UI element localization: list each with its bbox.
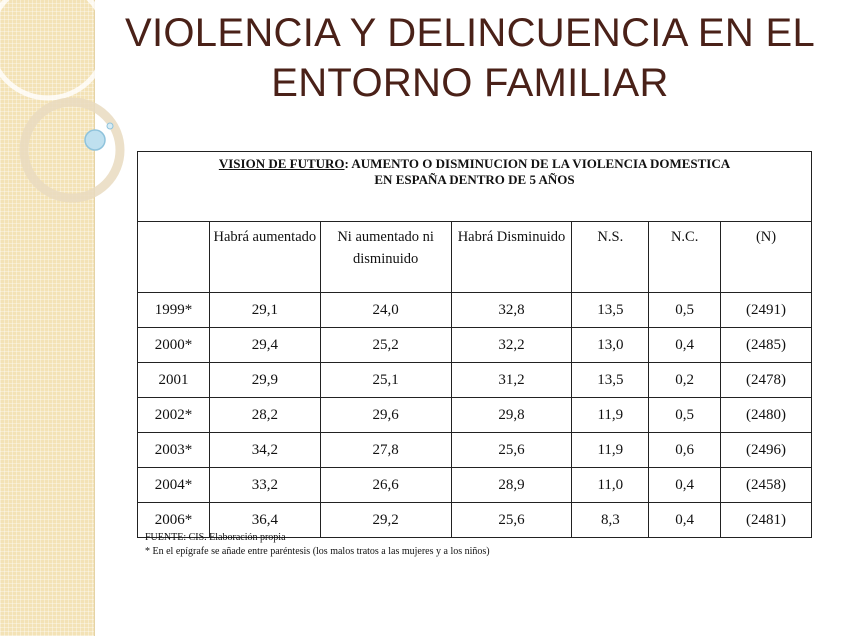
- table-caption-row: [138, 152, 812, 222]
- cell-ni-aumentado: 27,8: [320, 433, 451, 468]
- header-habra-aumentado: Habrá aumentado: [209, 222, 320, 293]
- caption-subheading: EN ESPAÑA DENTRO DE 5 AÑOS: [374, 172, 575, 187]
- cell-year: 2004*: [138, 468, 210, 503]
- table-row: [138, 468, 812, 503]
- cell-aumentado: 29,1: [209, 293, 320, 328]
- caption-heading-rest: : AUMENTO O DISMINUCION DE LA VIOLENCIA DOMESTICA: [344, 156, 731, 171]
- table-caption: [138, 152, 812, 222]
- cell-nc: 0,5: [649, 293, 721, 328]
- cell-nc: 0,4: [649, 468, 721, 503]
- cell-aumentado: 28,2: [209, 398, 320, 433]
- caption-heading-underlined: VISION DE FUTURO: [218, 156, 345, 171]
- cell-ns: 11,9: [572, 433, 649, 468]
- cell-ns: 13,5: [572, 293, 649, 328]
- cell-ni-aumentado: 24,0: [320, 293, 451, 328]
- cell-n: (2481): [721, 503, 812, 538]
- table-notes: [145, 531, 490, 559]
- table-header-row: [138, 222, 812, 293]
- cell-nc: 0,2: [649, 363, 721, 398]
- cell-year: 2002*: [138, 398, 210, 433]
- cell-ns: 11,0: [572, 468, 649, 503]
- cell-aumentado: 29,4: [209, 328, 320, 363]
- cell-nc: 0,4: [649, 328, 721, 363]
- cell-disminuido: 28,9: [451, 468, 572, 503]
- cell-aumentado: 34,2: [209, 433, 320, 468]
- table-row: [138, 398, 812, 433]
- title-line-2: ENTORNO FAMILIAR: [271, 61, 669, 105]
- cell-disminuido: 29,8: [451, 398, 572, 433]
- table-row: [138, 363, 812, 398]
- header-nc: N.C.: [649, 222, 721, 293]
- cell-n: (2491): [721, 293, 812, 328]
- cell-year: 2001: [138, 363, 210, 398]
- cell-n: (2480): [721, 398, 812, 433]
- cell-disminuido: 32,8: [451, 293, 572, 328]
- cell-ni-aumentado: 25,1: [320, 363, 451, 398]
- table-row: [138, 328, 812, 363]
- source-note: FUENTE: CIS. Elaboración propia: [145, 532, 286, 543]
- cell-ni-aumentado: 26,6: [320, 468, 451, 503]
- cell-disminuido: 32,2: [451, 328, 572, 363]
- cell-ni-aumentado: 29,2: [320, 503, 451, 538]
- slide-title: [100, 8, 840, 108]
- cell-disminuido: 25,6: [451, 433, 572, 468]
- cell-n: (2485): [721, 328, 812, 363]
- cell-n: (2458): [721, 468, 812, 503]
- cell-ni-aumentado: 25,2: [320, 328, 451, 363]
- cell-ns: 13,0: [572, 328, 649, 363]
- cell-n: (2478): [721, 363, 812, 398]
- cell-nc: 0,6: [649, 433, 721, 468]
- cell-year: 1999*: [138, 293, 210, 328]
- title-line-1: VIOLENCIA Y DELINCUENCIA EN EL: [125, 11, 815, 55]
- cell-nc: 0,4: [649, 503, 721, 538]
- cell-year: 2006*: [138, 503, 210, 538]
- cell-ns: 8,3: [572, 503, 649, 538]
- cell-nc: 0,5: [649, 398, 721, 433]
- table-row: [138, 293, 812, 328]
- violence-forecast-table: [137, 151, 812, 538]
- cell-disminuido: 25,6: [451, 503, 572, 538]
- cell-ni-aumentado: 29,6: [320, 398, 451, 433]
- table-row: [138, 433, 812, 468]
- header-n: (N): [721, 222, 812, 293]
- cell-disminuido: 31,2: [451, 363, 572, 398]
- cell-aumentado: 29,9: [209, 363, 320, 398]
- cell-year: 2003*: [138, 433, 210, 468]
- cell-n: (2496): [721, 433, 812, 468]
- header-ns: N.S.: [572, 222, 649, 293]
- cell-aumentado: 33,2: [209, 468, 320, 503]
- cell-year: 2000*: [138, 328, 210, 363]
- cell-ns: 11,9: [572, 398, 649, 433]
- header-ni-aumentado-ni-disminuido: Ni aumentado ni disminuido: [320, 222, 451, 293]
- header-habra-disminuido: Habrá Disminuido: [451, 222, 572, 293]
- footnote: * En el epígrafe se añade entre paréntesis (los malos tratos a las mujeres y a los niños): [145, 546, 490, 557]
- cell-ns: 13,5: [572, 363, 649, 398]
- header-year: [138, 222, 210, 293]
- cell-aumentado: 36,4: [209, 503, 320, 538]
